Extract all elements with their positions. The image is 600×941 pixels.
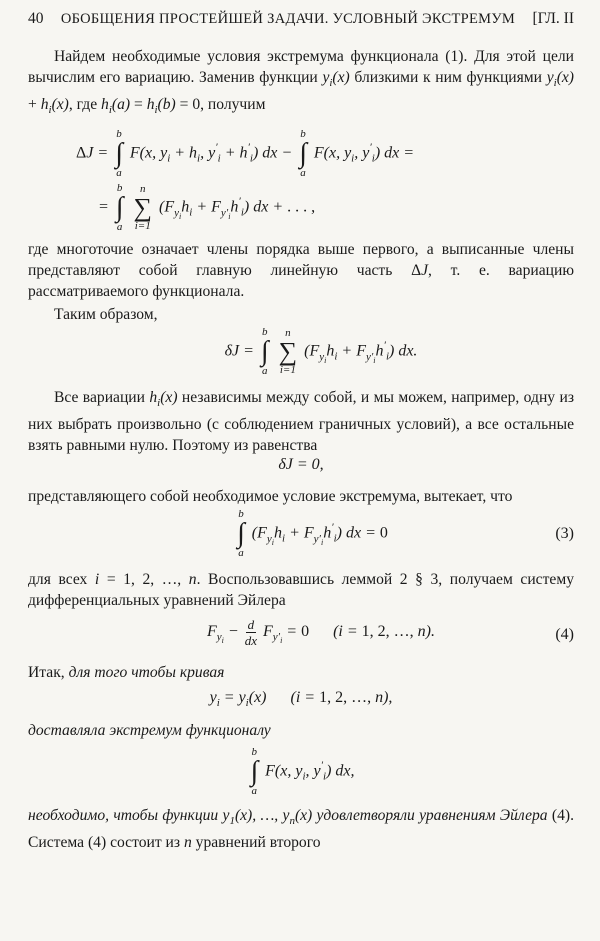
integral-sign: b ∫ a	[115, 128, 123, 179]
sum-sign: n ∑ i=1	[133, 183, 153, 232]
equation-variation: δJ = b ∫ a n ∑ i=1 $(F_{y_i}h_i + F_{y'_i}h'_i)$ dx.	[224, 326, 418, 377]
paragraph-6	[28, 569, 574, 611]
equation-4: $F_{y_i}$ − $\frac{d}{dx}$ $F_{y'_i} = 0$ (i = 1, 2, …, n). (4)	[207, 617, 574, 648]
integral-sign: b ∫ a	[299, 128, 307, 179]
running-title: ОБОБЩЕНИЯ ПРОСТЕЙШЕЙ ЗАДАЧИ. УСЛОВНЫЙ ЭКСТРЕМУМ	[60, 11, 516, 27]
paragraph-7	[28, 662, 574, 683]
equation-3: b ∫ a $(F_{y_i}h_i + F_{y'_i}h'_i)$ dx = 0 (3)	[237, 508, 574, 559]
paragraph-5	[28, 486, 574, 507]
paragraph-5-text: представляющего собой необходимое условие экстремума, вытекает, что	[28, 488, 513, 505]
equation-delta-j-line-2: = b ∫ a n ∑ i=1 $(F_{y_i}h_i + F_{y'_i}h'_i)$ dx + . . . ,	[98, 182, 316, 233]
paragraph-2	[28, 239, 574, 302]
page-number: 40	[28, 10, 44, 27]
equation-number-4: (4)	[555, 625, 574, 643]
paragraph-9	[28, 805, 574, 853]
paragraph-3-text: Таким образом,	[54, 306, 158, 323]
paragraph-7-text: Итак, для того чтобы кривая	[28, 664, 225, 682]
integral-sign: b ∫ a	[237, 508, 245, 559]
fraction-d-dx: $\frac{d}{dx}$	[244, 617, 257, 648]
paragraph-9-text: необходимо, чтобы функции $y_1(x)$, …, $y_n(x)$ удовлетворяли уравнениям Эйлера (4). Система (4) состоит из n уравнений второго	[28, 807, 574, 852]
book-page	[28, 10, 574, 853]
paragraph-8	[28, 720, 574, 741]
running-head	[28, 10, 574, 40]
paragraph-4	[28, 387, 574, 456]
paragraph-1-text: Найдем необходимые условия экстремума функционала (1). Для этой цели вычислим его вариацию. Заменив функции $y_i(x)$ близкими к ним функциями $y_i(x) + h_i(x)$, где $h_i(a) = h_i(b) = 0$, получим	[28, 48, 574, 116]
equation-curve: $y_i = y_i(x)$ (i = 1, 2, …, n),	[209, 689, 393, 710]
equation-delta-j-line-1: ΔJ = b ∫ a F(x, $y_i + h_i$, $y'_i + h'_i$) dx − b ∫ a F(x, $y_i$, $y'_i$) dx =	[76, 128, 415, 179]
equation-number-3: (3)	[555, 525, 574, 542]
equation-delta-j-zero-text: δJ = 0,	[278, 456, 324, 473]
equation-delta-j-zero	[28, 454, 574, 476]
sum-sign: n ∑ i=1	[278, 327, 298, 376]
paragraph-3	[28, 304, 574, 325]
paragraph-2-text: где многоточие означает члены порядка выше первого, а выписанные члены представляют собой главную линейную часть ΔJ, т. е. вариацию рассматриваемого функционала.	[28, 241, 574, 300]
paragraph-4-text: Все вариации $h_i(x)$ независимы между собой, и мы можем, например, одну из них выбрать произвольно (с соблюдением граничных условий), а все остальные взять равными нулю. Поэтому из равенства	[28, 389, 574, 454]
integral-sign: b ∫ a	[250, 746, 259, 798]
paragraph-1	[28, 46, 574, 121]
integral-sign: b ∫ a	[260, 326, 269, 377]
paragraph-6-text: для всех i = 1, 2, …, n. Воспользовавшись леммой 2 § 3, получаем систему дифференциальных уравнений Эйлера	[28, 571, 574, 609]
paragraph-8-text: доставляла экстремум функционалу	[28, 722, 271, 740]
equation-functional: b ∫ a F(x, $y_i$, $y'_i$) dx,	[250, 746, 355, 798]
chapter-marker: [ГЛ. II	[532, 10, 574, 27]
integral-sign: b ∫ a	[115, 182, 124, 233]
